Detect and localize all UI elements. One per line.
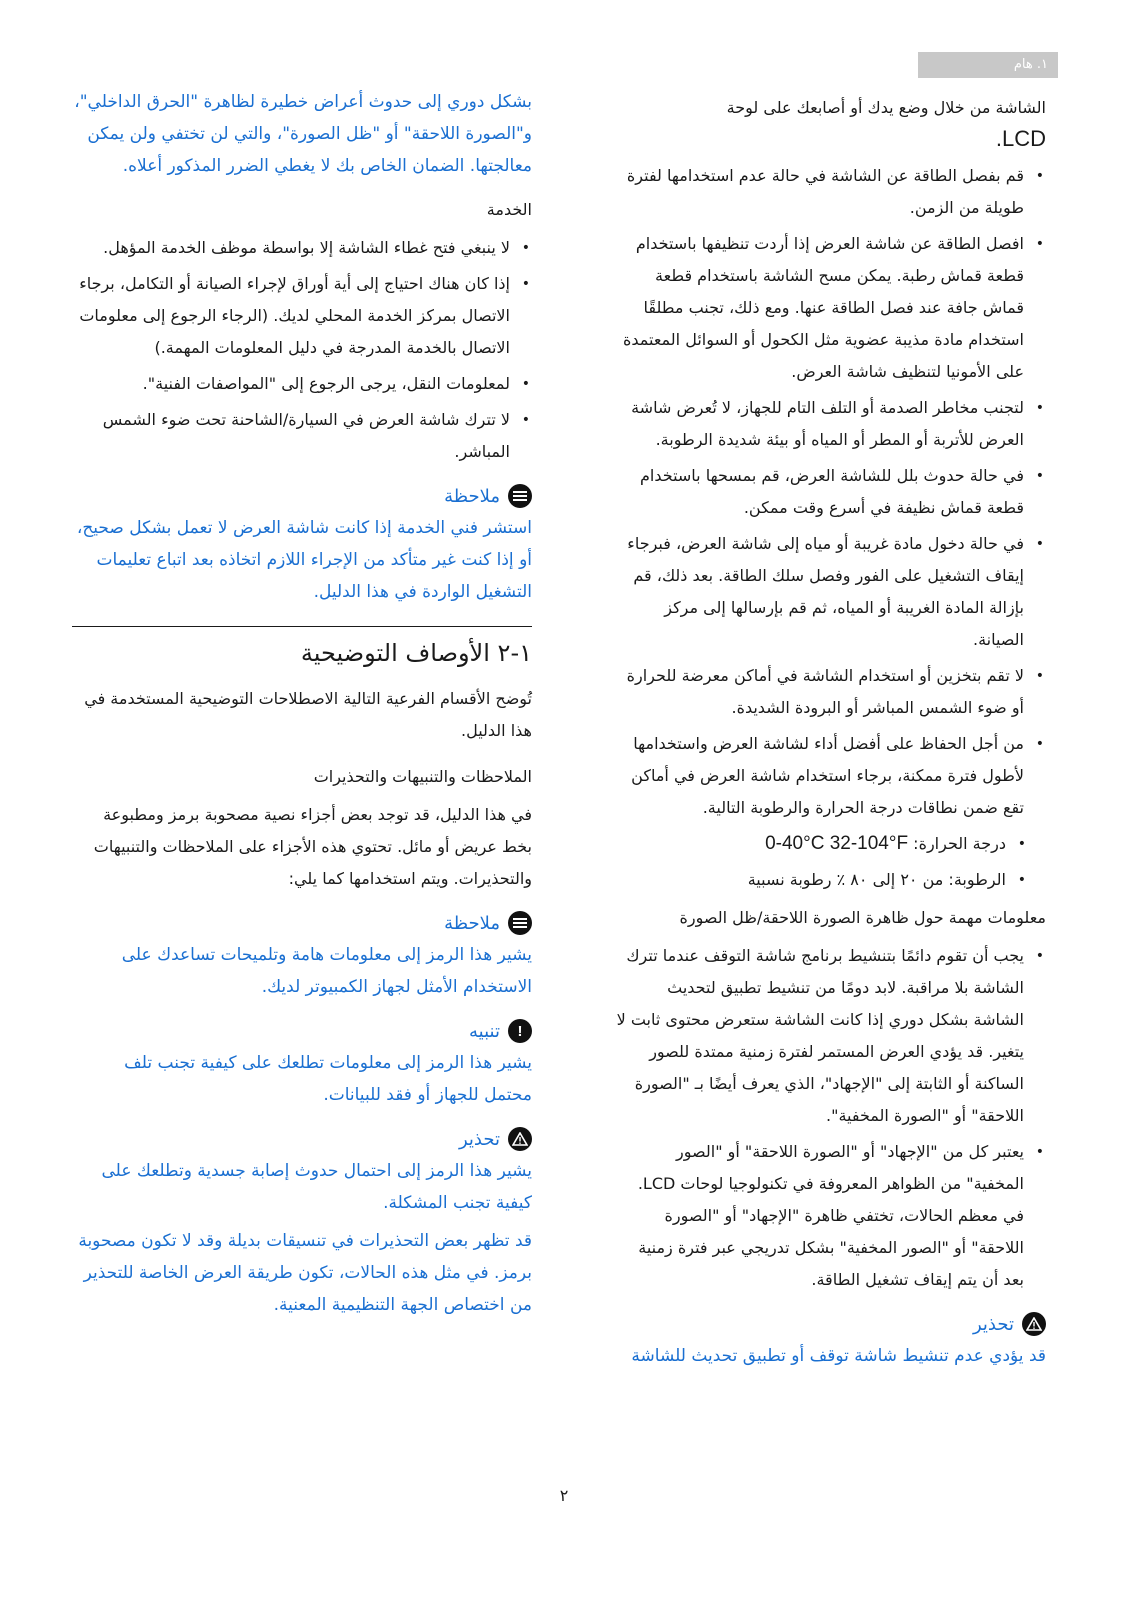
list-item: • افصل الطاقة عن شاشة العرض إذا أردت تنظيفها باستخدام قطعة قماش رطبة. يمكن مسح الشاشة باستخدام قطعة قماش جافة عند فصل الطاقة عنها. ومع ذلك، تجنب مطلقًا استخدام مادة مذيبة عضوية مثل الكحول أو السوائل المعتمدة على الأمونيا لتنظيف شاشة العرض. bbox=[622, 234, 1044, 381]
list-item: • إذا كان هناك احتياج إلى أية أوراق لإجراء الصيانة أو التكامل، برجاء الاتصال بمركز الخدمة المحلي لديك. (الرجاء الرجوع إلى معلومات الاتصال بالخدمة المدرجة في دليل المعلومات المهمة.) bbox=[79, 274, 530, 357]
closing-text: قد تظهر بعض التحذيرات في تنسيقات بديلة وقد لا تكون مصحوبة برمز. في مثل هذه الحالات، تكون طريقة العرض الخاصة للتحذير من اختصاص الجهة التنظيمية المعنية. bbox=[78, 1231, 532, 1315]
list-item: • يعتبر كل من "الإجهاد" أو "الصورة اللاحقة" أو "الصور المخفية" من الظواهر المعروفة في تكنولوجيا لوحات LCD. في معظم الحالات، تختفي ظاهرة "الإجهاد" أو "الصورة اللاحقة" أو "الصور المخفية" بشكل تدريجي عبر فترة زمنية بعد أن يتم إيقاف تشغيل الطاقة. bbox=[637, 1142, 1044, 1289]
continued-warning-text: بشكل دوري إلى حدوث أعراض خطيرة لظاهرة "الحرق الداخلي"، و"الصورة اللاحقة" أو "ظل الصورة"، والتي لن تختفي ولن يمكن معالجتها. الضمان الخاص بك لا يغطي الضرر المذكور أعلاه. bbox=[74, 92, 532, 176]
warning-label: تحذير bbox=[972, 1313, 1014, 1335]
list-item: • لا تقم بتخزين أو استخدام الشاشة في أماكن معرضة للحرارة أو ضوء الشمس المباشر أو البرودة الشديدة. bbox=[626, 666, 1044, 717]
warning-text: قد يؤدي عدم تنشيط شاشة توقف أو تطبيق تحديث للشاشة bbox=[631, 1346, 1046, 1366]
list-item: • يجب أن تقوم دائمًا بتنشيط برنامج شاشة التوقف عندما تترك الشاشة بلا مراقبة. لابد دومًا من تنشيط تطبيق لتحديث الشاشة بشكل دوري إذا كانت الشاشة ستعرض محتوى ثابت لا يتغير. قد يؤدي العرض المستمر لفترة زمنية ممتدة للصور الساكنة أو الثابتة إلى "الإجهاد"، الذي يعرف أيضًا بـ "الصورة اللاحقة" أو "الصورة المخفية". bbox=[616, 946, 1044, 1125]
service-list bbox=[72, 232, 532, 468]
right-column bbox=[616, 0, 1046, 1372]
caution-heading bbox=[72, 1019, 532, 1043]
note-heading bbox=[72, 484, 532, 508]
section-tab: ١. هام bbox=[918, 52, 1058, 78]
warning-label-2: تحذير bbox=[458, 1128, 500, 1150]
left-column bbox=[72, 0, 532, 1321]
burn-in-list bbox=[616, 940, 1046, 1296]
note-label: ملاحظة bbox=[444, 485, 500, 507]
humidity-item: • الرطوبة: من ٢٠ إلى ٨٠ ٪ رطوبة نسبية bbox=[747, 870, 1026, 889]
care-list bbox=[616, 160, 1046, 896]
section-intro: تُوضح الأقسام الفرعية التالية الاصطلاحات التوضيحية المستخدمة في هذا الدليل. bbox=[84, 689, 532, 740]
temperature-item: • درجة الحرارة: 0-40°C 32-104°F bbox=[765, 833, 1026, 854]
note-text-2: يشير هذا الرمز إلى معلومات هامة وتلميحات تساعدك على الاستخدام الأمثل لجهاز الكمبيوتر لديك. bbox=[121, 945, 532, 997]
warning-heading bbox=[616, 1312, 1046, 1336]
notes-heading: الملاحظات والتنبيهات والتحذيرات bbox=[313, 767, 532, 786]
intro-lcd: LCD. bbox=[995, 126, 1046, 151]
burn-in-heading: معلومات مهمة حول ظاهرة الصورة اللاحقة/ظل الصورة bbox=[679, 908, 1046, 927]
warning-text-2: يشير هذا الرمز إلى احتمال حدوث إصابة جسدية وتطلعك على كيفية تجنب المشكلة. bbox=[101, 1161, 532, 1213]
caution-text: يشير هذا الرمز إلى معلومات تطلعك على كيفية تجنب تلف محتمل للجهاز أو فقد للبيانات. bbox=[124, 1053, 532, 1105]
caution-exclamation-icon: ! bbox=[508, 1019, 532, 1043]
list-item: • قم بفصل الطاقة عن الشاشة في حالة عدم استخدامها لفترة طويلة من الزمن. bbox=[626, 166, 1044, 217]
service-heading: الخدمة bbox=[486, 200, 532, 219]
note-icon bbox=[508, 911, 532, 935]
section-title: ١-٢ الأوصاف التوضيحية bbox=[72, 626, 532, 673]
warning-heading-2 bbox=[72, 1127, 532, 1151]
list-item: • في حالة حدوث بلل للشاشة العرض، قم بمسحها باستخدام قطعة قماش نظيفة في أسرع وقت ممكن. bbox=[639, 466, 1044, 517]
intro-line: الشاشة من خلال وضع يدك أو أصابعك على لوحة bbox=[726, 98, 1046, 117]
list-item: • لتجنب مخاطر الصدمة أو التلف التام للجهاز، لا تُعرض شاشة العرض للأتربة أو المطر أو المياه أو بيئة شديدة الرطوبة. bbox=[631, 398, 1044, 449]
notes-intro: في هذا الدليل، قد توجد بعض أجزاء نصية مصحوبة برمز ومطبوعة بخط عريض أو مائل. تحتوي هذه الأجزاء على الملاحظات والتنبيهات والتحذيرات. ويتم استخدامها كما يلي: bbox=[93, 805, 532, 888]
caution-label: تنبيه bbox=[469, 1020, 500, 1042]
list-item: • في حالة دخول مادة غريبة أو مياه إلى شاشة العرض، فبرجاء إيقاف التشغيل على الفور وفصل سلك الطاقة. بعد ذلك، قم بإزالة المادة الغريبة أو المياه، ثم قم بإرسالها إلى مركز الصيانة. bbox=[627, 534, 1044, 649]
note-heading-2 bbox=[72, 911, 532, 935]
note-label-2: ملاحظة bbox=[444, 912, 500, 934]
warning-triangle-icon bbox=[1022, 1312, 1046, 1336]
list-item: • لا تترك شاشة العرض في السيارة/الشاحنة تحت ضوء الشمس المباشر. bbox=[102, 410, 530, 461]
note-text: استشر فني الخدمة إذا كانت شاشة العرض لا تعمل بشكل صحيح، أو إذا كنت غير متأكد من الإجراء اللازم اتخاذه بعد اتباع تعليمات التشغيل الواردة في هذا الدليل. bbox=[76, 518, 532, 602]
list-item: • لمعلومات النقل، يرجى الرجوع إلى "المواصفات الفنية". bbox=[142, 374, 530, 393]
temperature-value: 0-40°C 32-104°F bbox=[765, 833, 909, 854]
list-item: • من أجل الحفاظ على أفضل أداء لشاشة العرض واستخدامها لأطول فترة ممكنة، برجاء استخدام شاشة العرض في أماكن تقع ضمن نطاقات درجة الحرارة والرطوبة التالية. bbox=[631, 734, 1044, 817]
list-item: • لا ينبغي فتح غطاء الشاشة إلا بواسطة موظف الخدمة المؤهل. bbox=[103, 238, 530, 257]
page-number: ٢ bbox=[559, 1486, 569, 1505]
warning-triangle-icon bbox=[508, 1127, 532, 1151]
note-icon bbox=[508, 484, 532, 508]
